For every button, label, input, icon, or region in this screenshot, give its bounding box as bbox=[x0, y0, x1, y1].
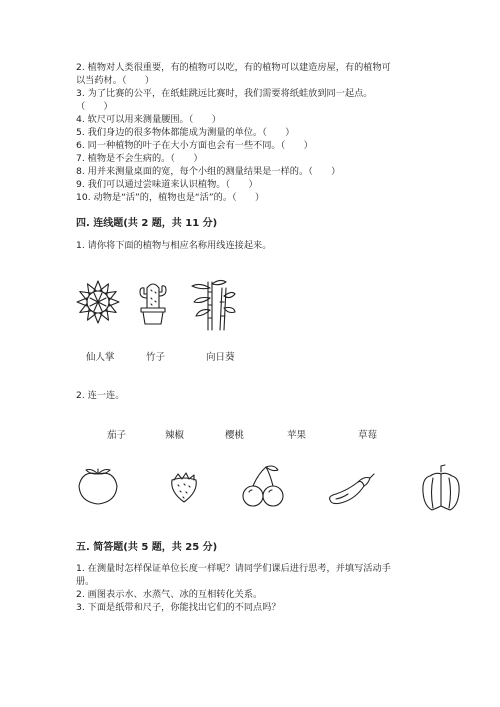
judgement-item-10: 10. 动物是“活”的，植物也是“活”的。（ ） bbox=[76, 192, 265, 203]
judgement-item-8: 8. 用并来测量桌面的宽，每个小组的测量结果是一样的。（ ） bbox=[76, 166, 341, 177]
judgement-item-3-cont: （ ） bbox=[76, 101, 113, 112]
cactus-icon bbox=[136, 278, 170, 326]
judgement-item-9: 9. 我们可以通过尝味道来认识植物。（ ） bbox=[76, 179, 258, 190]
judgement-item-2-cont: 以当药材。（ ） bbox=[76, 75, 155, 86]
matching-question-1: 1. 请你将下面的植物与相应名称用线连接起来。 bbox=[76, 240, 272, 251]
judgement-item-5: 5. 我们身边的很多物体都能成为测量的单位。（ ） bbox=[76, 127, 295, 138]
sunflower-icon bbox=[76, 280, 120, 324]
fruit-label-strawberry: 草莓 bbox=[358, 430, 378, 441]
pepper-icon bbox=[420, 464, 462, 512]
plant-label-sunflower: 向日葵 bbox=[206, 352, 235, 363]
fruit-label-apple: 苹果 bbox=[287, 430, 307, 441]
short-answer-q1: 1. 在测量时怎样保证单位长度一样呢？请同学们课后进行思考，并填写活动手 bbox=[76, 563, 391, 574]
judgement-item-6: 6. 同一种植物的叶子在大小方面也会有一些不同。（ ） bbox=[76, 140, 313, 151]
apple-icon bbox=[76, 466, 120, 506]
short-answer-q3: 3. 下面是纸带和尺子，你能找出它们的不同点吗？ bbox=[76, 602, 281, 613]
judgement-item-7: 7. 植物是不会生病的。（ ） bbox=[76, 153, 203, 164]
short-answer-q1-cont: 册。 bbox=[76, 576, 95, 587]
judgement-item-2: 2. 植物对人类很重要，有的植物可以吃，有的植物可以建造房屋，有的植物可 bbox=[76, 62, 391, 73]
plant-label-cactus: 仙人掌 bbox=[86, 352, 115, 363]
plant-label-bamboo: 竹子 bbox=[146, 352, 166, 363]
judgement-item-3: 3. 为了比赛的公平，在纸蛙跳远比赛时，我们需要将纸蛙放到同一起点。 bbox=[76, 88, 373, 99]
fruit-label-eggplant: 茄子 bbox=[107, 430, 127, 441]
section-four-heading: 四. 连线题(共 2 题，共 11 分) bbox=[76, 218, 218, 229]
judgement-item-4: 4. 软尺可以用来测量腰围。（ ） bbox=[76, 114, 221, 125]
matching-question-2: 2. 连一连。 bbox=[76, 390, 125, 401]
eggplant-icon bbox=[328, 472, 376, 506]
fruit-label-chili: 辣椒 bbox=[165, 430, 185, 441]
strawberry-icon bbox=[168, 470, 200, 504]
short-answer-q2: 2. 画图表示水、水蒸气、冰的互相转化关系。 bbox=[76, 589, 263, 600]
section-five-heading: 五. 简答题(共 5 题，共 25 分) bbox=[76, 542, 218, 553]
fruit-label-cherry: 樱桃 bbox=[225, 430, 245, 441]
bamboo-icon bbox=[190, 278, 236, 332]
cherry-icon bbox=[240, 464, 286, 508]
